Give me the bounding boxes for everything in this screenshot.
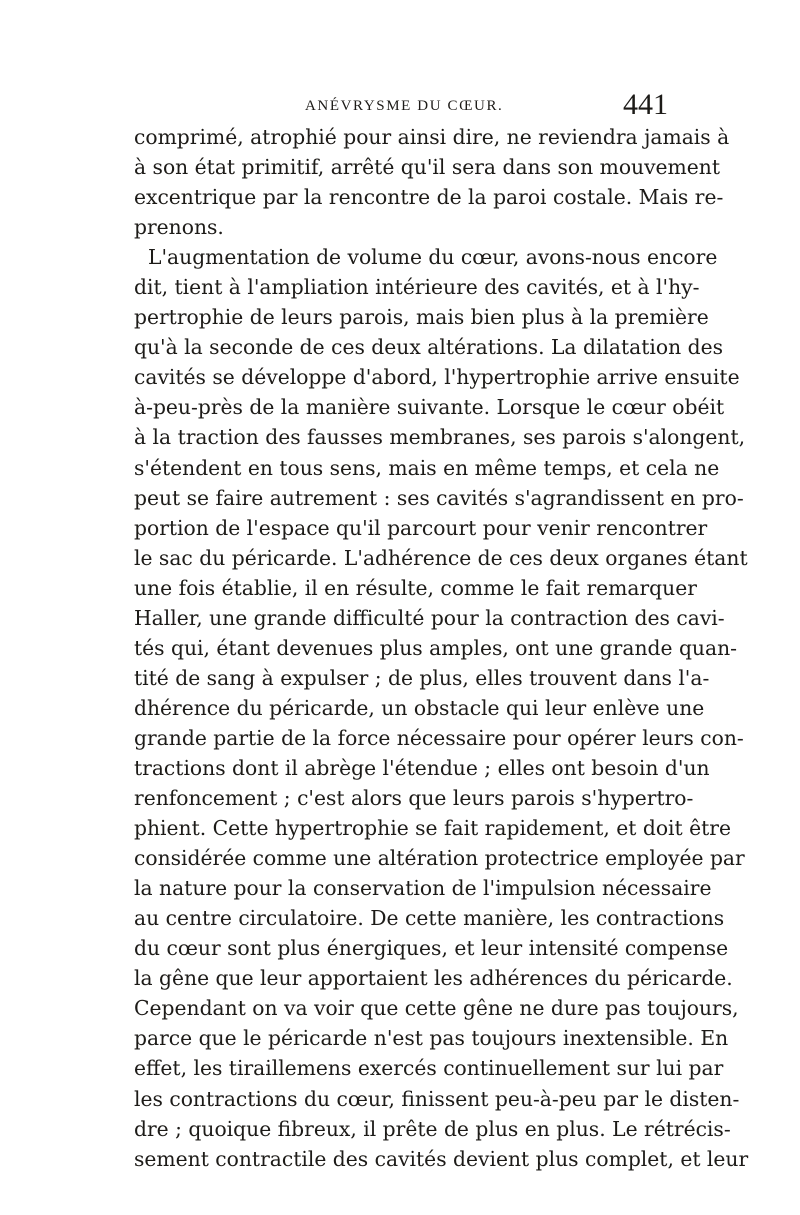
text-line: tés qui, étant devenues plus amples, ont une grande quan- [134, 635, 738, 660]
text-line: parce que le péricarde n'est pas toujours inextensible. En [134, 1026, 729, 1051]
text-line: s'étendent en tous sens, mais en même temps, et cela ne [134, 455, 720, 480]
text-line: à la traction des fausses membranes, ses parois s'alongent, [134, 425, 746, 450]
text-line: le sac du péricarde. L'adhérence de ces deux organes étant [134, 545, 748, 570]
running-title: ANÉVRYSME DU CŒUR. [305, 98, 504, 114]
text-line: une fois établie, il en résulte, comme le fait remarquer [134, 575, 697, 600]
text-line: effet, les tiraillemens exercés continuellement sur lui par [134, 1056, 724, 1081]
text-line: dit, tient à l'ampliation intérieure des cavités, et à l'hy- [134, 275, 700, 300]
running-header [133, 88, 668, 122]
text-line: la gêne que leur apportaient les adhérences du péricarde. [134, 966, 733, 991]
text-line: phient. Cette hypertrophie se fait rapidement, et doit être [134, 816, 731, 841]
text-line: au centre circulatoire. De cette manière, les contractions [134, 906, 725, 931]
text-line: dre ; quoique fibreux, il prête de plus en plus. Le rétrécis- [134, 1116, 731, 1141]
text-line: renfoncement ; c'est alors que leurs parois s'hypertro- [134, 786, 694, 811]
text-line: Cependant on va voir que cette gêne ne dure pas toujours, [134, 996, 739, 1021]
text-line: Haller, une grande difficulté pour la contraction des cavi- [134, 605, 725, 630]
text-line: portion de l'espace qu'il parcourt pour venir rencontrer [134, 515, 708, 540]
text-line: prenons. [134, 215, 224, 240]
text-line: considérée comme une altération protectrice employée par [134, 846, 745, 871]
text-line: L'augmentation de volume du cœur, avons-nous encore [148, 245, 718, 270]
text-line: tractions dont il abrège l'étendue ; elles ont besoin d'un [134, 755, 710, 780]
text-line: tité de sang à expulser ; de plus, elles trouvent dans l'a- [134, 665, 710, 690]
body-text [134, 122, 749, 1174]
text-line: excentrique par la rencontre de la paroi costale. Mais re- [134, 185, 724, 210]
text-line: cavités se développe d'abord, l'hypertrophie arrive ensuite [134, 365, 740, 390]
text-line: pertrophie de leurs parois, mais bien plus à la première [134, 305, 709, 330]
text-line: peut se faire autrement : ses cavités s'agrandissent en pro- [134, 485, 744, 510]
page-number: 441 [623, 88, 668, 121]
text-line: sement contractile des cavités devient plus complet, et leur [134, 1146, 749, 1171]
text-line: à-peu-près de la manière suivante. Lorsque le cœur obéit [134, 395, 725, 420]
text-line: grande partie de la force nécessaire pour opérer leurs con- [134, 725, 744, 750]
text-line: comprimé, atrophié pour ainsi dire, ne reviendra jamais à [134, 125, 730, 149]
text-line: qu'à la seconde de ces deux altérations. La dilatation des [134, 335, 724, 360]
text-line: du cœur sont plus énergiques, et leur intensité compense [134, 936, 729, 961]
text-line: la nature pour la conservation de l'impulsion nécessaire [134, 876, 712, 901]
text-line: les contractions du cœur, finissent peu-à-peu par le disten- [134, 1086, 740, 1111]
text-line: dhérence du péricarde, un obstacle qui leur enlève une [134, 695, 705, 720]
text-line: à son état primitif, arrêté qu'il sera dans son mouvement [134, 155, 720, 180]
